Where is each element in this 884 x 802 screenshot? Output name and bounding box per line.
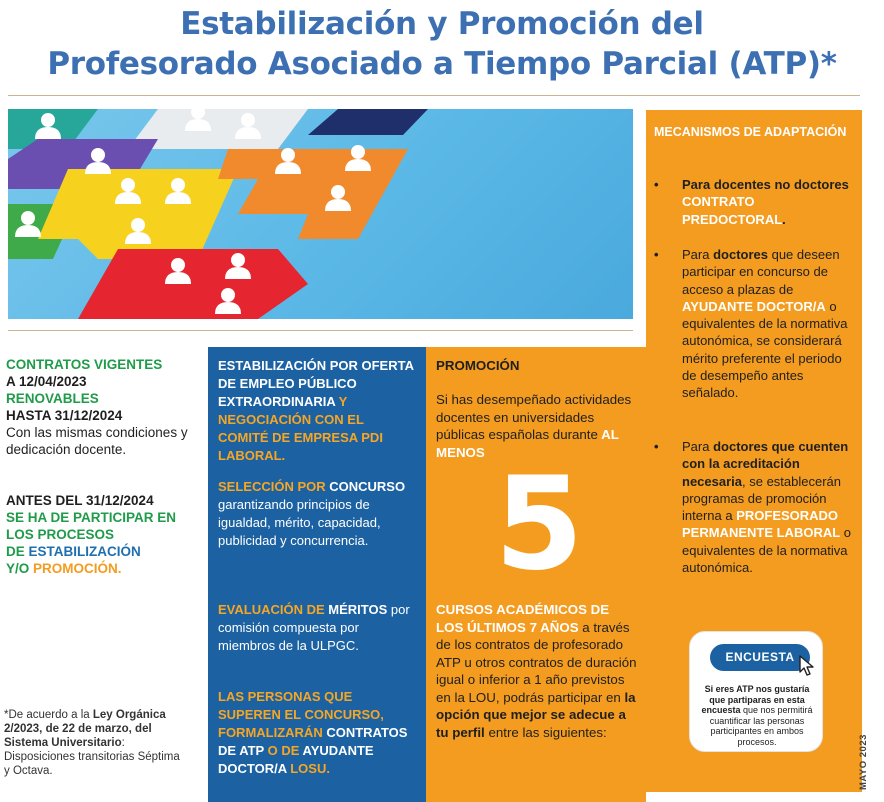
deadline-block xyxy=(6,492,196,577)
text-span: PROFESORADO PERMANENTE LABORAL xyxy=(682,508,841,541)
text-span: la opción que mejor se adecue a tu perfil xyxy=(436,689,636,740)
text-span: SELECCIÓN POR xyxy=(218,479,326,494)
text-span: AL MENOS xyxy=(436,427,619,460)
stabilization-paragraph xyxy=(218,357,414,465)
survey-description xyxy=(696,684,818,747)
text-line: SE HA DE PARTICIPAR EN LOS PROCESOS xyxy=(6,510,177,542)
pointer-cursor-icon xyxy=(798,654,818,678)
footnote xyxy=(4,708,188,778)
text-span: ESTABILIZACIÓN POR OFERTA DE EMPLEO PÚBLICO EXTRAORDINARIA xyxy=(218,358,414,409)
text-span: AYUDANTE DOCTOR/A xyxy=(218,743,374,776)
date-label: MAYO 2023 xyxy=(858,734,869,790)
text-span: doctores xyxy=(713,247,768,262)
text-span: O DE xyxy=(264,743,300,758)
text-span: MÉRITOS xyxy=(324,602,388,617)
page-title xyxy=(0,4,884,84)
text-span: Ley Orgánica 2/2023, de 22 de marzo, del Sistema Universitario xyxy=(4,709,166,749)
text-line: RENOVABLES xyxy=(6,391,99,406)
text-span: entre las siguientes: xyxy=(484,724,607,740)
text-line: HASTA 31/12/2024 xyxy=(6,408,123,423)
text-span: CONTRATOS DE ATP xyxy=(218,725,408,758)
title-line-2: Profesorado Asociado a Tiempo Parcial (ATP)* xyxy=(47,46,837,82)
stabilization-panel xyxy=(208,347,426,802)
text-span: que deseen participar en concurso de acceso a plazas de xyxy=(682,247,840,297)
mechanism-item xyxy=(654,246,854,402)
mechanism-item xyxy=(654,438,854,576)
text-span: por comisión compuesta por miembros de la ULPGC. xyxy=(218,602,410,653)
text-span: CONCURSO xyxy=(325,479,406,494)
bullet-icon: • xyxy=(654,177,659,192)
bullet-icon: • xyxy=(654,439,659,454)
text-span: AYUDANTE DOCTOR/A xyxy=(682,298,826,314)
text-span: , se establecerán programas de promoción interna a xyxy=(682,473,842,524)
mechanisms-title: MECANISMOS DE ADAPTACIÓN xyxy=(654,125,847,139)
puzzle-illustration xyxy=(8,109,633,319)
text-span: ESTABILIZACIÓN xyxy=(28,544,141,559)
selection-paragraph xyxy=(218,478,414,550)
text-span: . xyxy=(782,211,786,227)
text-span: Para xyxy=(682,247,714,262)
text-span: a través de los contratos de profesorado ATP u otros contratos de duración igual o inferior a 1 año previstos en la LOU, podrás participar en xyxy=(436,619,637,705)
text-span: Si eres ATP nos gustaría que partiparas en esta xyxy=(704,684,810,705)
text-span: : Disposiciones transitorias Séptima y Octava. xyxy=(4,737,180,777)
contract-paragraph xyxy=(218,688,414,778)
title-divider xyxy=(8,95,860,96)
text-line: Con las mismas condiciones y dedicación docente. xyxy=(6,425,188,457)
survey-button[interactable]: ENCUESTA xyxy=(710,644,810,671)
mechanism-item xyxy=(654,176,854,228)
text-span: o equivalentes de la normativa autonómica, se considerará mérito preferente el periodo de desempeño antes señalado. xyxy=(682,298,848,401)
text-span: CURSOS ACADÉMICOS xyxy=(436,602,587,617)
text-span: CONTRATO PREDOCTORAL xyxy=(682,194,783,227)
text-span: Y NEGOCIACIÓN CON EL COMITÉ DE EMPRESA PDI LABORAL. xyxy=(218,394,383,463)
survey-link[interactable]: encuesta xyxy=(701,705,741,715)
text-span: doctores que cuenten con la acreditación necesaria xyxy=(682,439,849,489)
text-line: CONTRATOS VIGENTES xyxy=(6,357,163,372)
hero-divider xyxy=(8,330,633,331)
bullet-icon: • xyxy=(654,247,659,262)
text-span: o equivalentes de la normativa autonómica. xyxy=(682,525,852,576)
promotion-details xyxy=(436,601,640,741)
five-years-number: 5 xyxy=(494,450,584,599)
text-span: LOSU. xyxy=(286,761,330,776)
puzzle-people-image xyxy=(8,109,633,319)
text-span: DE xyxy=(6,544,29,559)
red-puzzle-block xyxy=(78,249,308,319)
text-span: que nos permitirá cuantificar las personas participantes en ambos procesos. xyxy=(709,705,813,747)
navy-puzzle-block xyxy=(308,109,428,135)
text-span: Para xyxy=(682,177,714,192)
text-span: LAS PERSONAS QUE SUPEREN EL CONCURSO, FORMALIZARÁN xyxy=(218,689,384,740)
evaluation-paragraph xyxy=(218,601,414,655)
text-span: Y/O xyxy=(6,561,34,576)
text-line: ANTES DEL 31/12/2024 xyxy=(6,493,154,508)
text-span: *De acuerdo a la xyxy=(4,709,93,721)
text-span: garantizando principios de igualdad, mérito, capacidad, publicidad y concurrencia. xyxy=(218,497,381,548)
promotion-title: PROMOCIÓN xyxy=(436,358,520,373)
survey-card xyxy=(689,631,823,752)
text-span: EVALUACIÓN DE xyxy=(218,602,325,617)
orange-puzzle-block xyxy=(218,149,408,239)
text-span: PROMOCIÓN. xyxy=(33,561,122,576)
current-contracts-block xyxy=(6,356,192,458)
text-span: Si has desempeñado actividades docentes en universidades públicas españolas durante xyxy=(436,392,632,442)
title-line-1: Estabilización y Promoción del xyxy=(180,6,704,42)
yellow-puzzle-block xyxy=(38,169,238,259)
text-span: docentes no doctores xyxy=(713,177,849,192)
text-span: DE LOS ÚLTIMOS 7 AÑOS xyxy=(436,602,610,635)
promotion-panel xyxy=(426,347,646,802)
text-span: Para xyxy=(682,439,714,454)
text-line: A 12/04/2023 xyxy=(6,374,87,389)
